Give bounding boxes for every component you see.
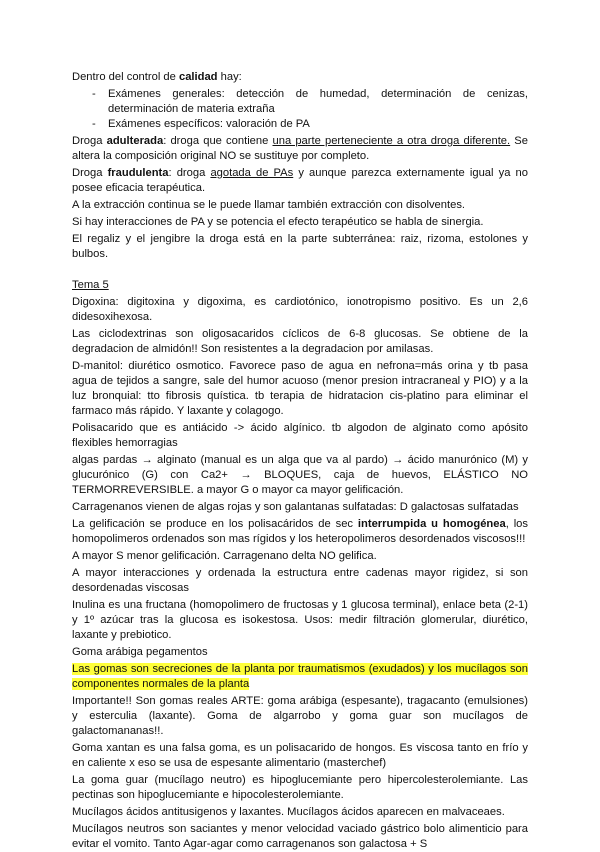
synergy-paragraph: Si hay interacciones de PA y se potencia el efecto terapéutico se habla de sinergia. (72, 216, 484, 228)
xanthan-paragraph: Goma xantan es una falsa goma, es un polisacarido de hongos. Es viscosa tanto en frío y en caliente x eso se usa de espesante alimentario (masterchef) (72, 742, 528, 769)
exam-list (72, 87, 528, 132)
gelation-paragraph: La gelificación se produce en los polisacáridos de sec interrumpida u homogénea, los homopolimeros ordenados son mas rígidos y los heteropolimeros desordenados viscosos!!! (72, 518, 528, 545)
carrageenan-paragraph: Carragenanos vienen de algas rojas y son galantanas sulfatadas: D galactosas sulfatadas (72, 501, 519, 513)
mannitol-paragraph: D-manitol: diurético osmotico. Favorece paso de agua en nefrona=más orina y tb pasa agua de tejidos a sangre, sale del humor acuoso (menor presion intracraneal y PIO) y a la luz bronquial: tto fibrosis quística. tb terapia de hidratacion cis-platino para eliminar el farmaco más rápido. Y laxante y colagogo. (72, 360, 528, 417)
guar-paragraph: La goma guar (mucílago neutro) es hipoglucemiante pero hipercolesterolemiante. Las pectinas son hipoglucemiante e hipocolesterolemiante. (72, 774, 528, 801)
polysaccharide-paragraph: Polisacarido que es antiácido -> ácido algínico. tb algodon de alginato como apósito flexibles hemorragias (72, 422, 528, 449)
digoxin-paragraph: Digoxina: digitoxina y digoxima, es cardiotónico, ionotropismo positivo. Es un 2,6 didesoxihexosa. (72, 296, 528, 323)
licorice-paragraph: El regaliz y el jengibre la droga está en la parte subterránea: raiz, rizoma, estolones y bulbos. (72, 233, 528, 260)
gum-arabic-paragraph: Goma arábiga pegamentos (72, 646, 208, 658)
neutral-mucilage-paragraph: Mucílagos neutros son saciantes y menor velocidad vaciado gástrico bolo alimenticio para evitar el vomito. Tanto Agar-agar como carragenanos son galactosa + S (72, 823, 528, 850)
quality-control-intro: Dentro del control de calidad hay: (72, 71, 242, 83)
highlight-mark: Las gomas son secreciones de la planta por traumatismos (exudados) y los mucílagos son componentes normales de la planta (72, 663, 528, 690)
section-heading: Tema 5 (72, 279, 109, 291)
cyclodextrin-paragraph: Las ciclodextrinas son oligosacaridos cíclicos de 6-8 glucosas. Se obtiene de la degradacion de almidón!! Son resistentes a la degradacion por amilasas. (72, 328, 528, 355)
list-item: - Exámenes específicos: valoración de PA (92, 118, 310, 130)
spacer (72, 264, 528, 278)
list-item: - Exámenes generales: detección de humedad, determinación de cenizas, determinación de materia extraña (92, 88, 528, 115)
interactions-paragraph: A mayor interacciones y ordenada la estructura entre cadenas mayor rigidez, si son desordenadas viscosas (72, 567, 528, 594)
brown-algae-paragraph: algas pardas → alginato (manual es un alga que va al pardo) → ácido manurónico (M) y glucurónico (G) con Ca2+ → BLOQUES, caja de huevos, ELÁSTICO NO TERMORREVERSIBLE. a mayor G o mayor ca mayor gelificación. (72, 454, 528, 496)
highlighted-paragraph (72, 662, 528, 692)
adulterated-drug-paragraph: Droga adulterada: droga que contiene una parte perteneciente a otra droga diferente. Se altera la composición original NO se sustituye por completo. (72, 135, 528, 162)
extraction-paragraph: A la extracción continua se le puede llamar también extracción con disolventes. (72, 199, 466, 211)
fraudulent-drug-paragraph: Droga fraudulenta: droga agotada de PAs y aunque parezca externamente igual ya no posee eficacia terapéutica. (72, 167, 528, 194)
inulin-paragraph: Inulina es una fructana (homopolimero de fructosas y 1 glucosa terminal), enlace beta (2-1) y 1º azúcar tras la glucosa es isokestosa. Usos: medir filtración glomerular, diurético, laxante y prebiotico. (72, 599, 528, 641)
real-gums-paragraph: Importante!! Son gomas reales ARTE: goma arábiga (espesante), tragacanto (emulsiones) y esterculia (laxante). Goma de algarrobo y goma guar son mucílagos de galactomananas!!. (72, 695, 528, 737)
sulfate-gelation-paragraph: A mayor S menor gelificación. Carragenano delta NO gelifica. (72, 550, 377, 562)
acid-mucilage-paragraph: Mucílagos ácidos antitusigenos y laxantes. Mucílagos ácidos aparecen en malvaceaes. (72, 806, 505, 818)
